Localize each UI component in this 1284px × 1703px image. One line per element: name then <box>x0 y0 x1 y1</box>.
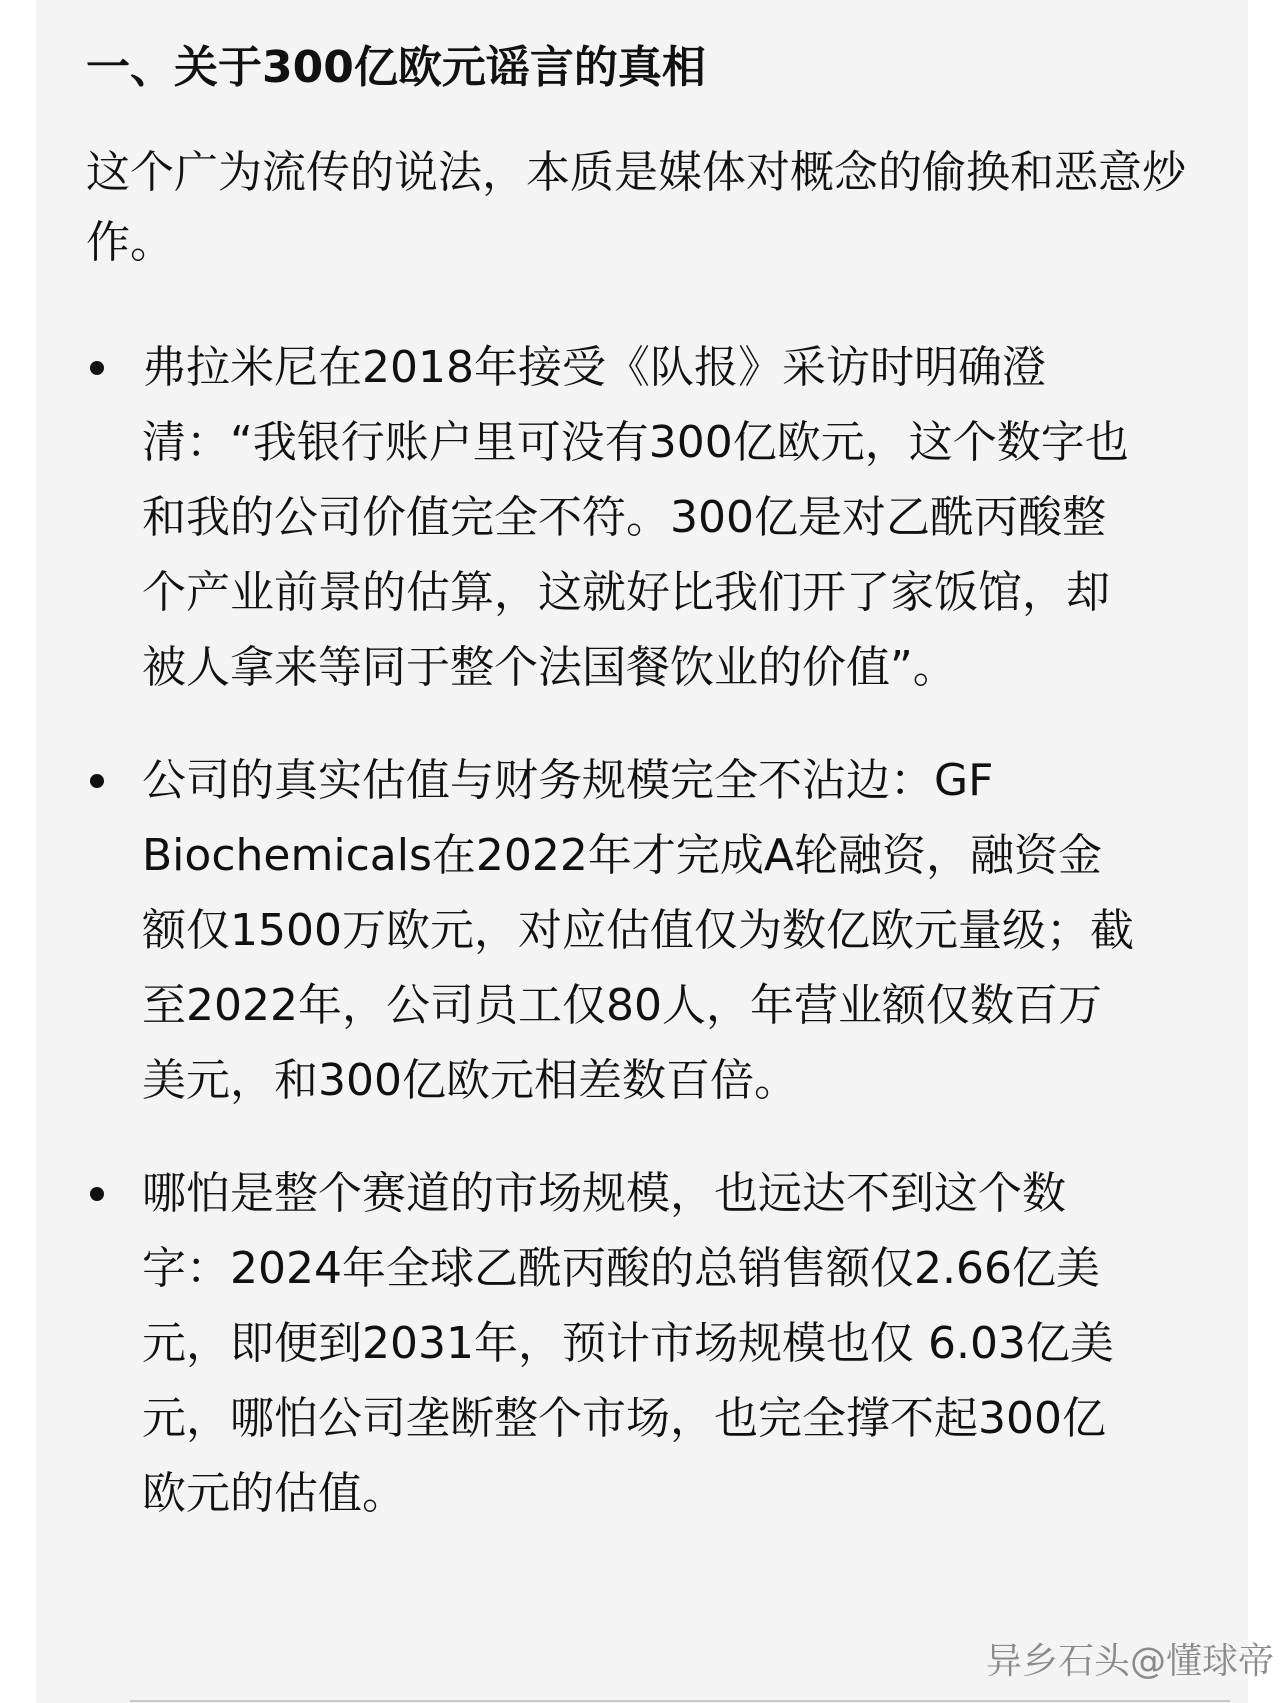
list-item-text: 公司的真实估值与财务规模完全不沾边：GF Biochemicals在2022年才完成A轮融资，融资金额仅1500万欧元，对应估值仅为数亿欧元量级；截至2022年，公司员工仅80人，年营业额仅数百万美元，和300亿欧元相差数百倍。 <box>142 755 1134 1106</box>
divider <box>130 1700 1230 1702</box>
section-heading: 一、关于300亿欧元谣言的真相 <box>86 42 706 93</box>
bullet-list <box>86 330 1206 1531</box>
list-item-text: 弗拉米尼在2018年接受《队报》采访时明确澄清：“我银行账户里可没有300亿欧元，这个数字也和我的公司价值完全不符。300亿是对乙酰丙酸整个产业前景的估算，这就好比我们开了家饭馆，却被人拿来等同于整个法国餐饮业的价值”。 <box>142 342 1129 693</box>
bullet-dot-icon <box>90 361 104 375</box>
watermark: 异乡石头@懂球帝 <box>985 1641 1274 1682</box>
list-item-text: 哪怕是整个赛道的市场规模，也远达不到这个数字：2024年全球乙酰丙酸的总销售额仅2.66亿美元，即便到2031年，预计市场规模也仅 6.03亿美元，哪怕公司垄断整个市场，也完全撑不起300亿欧元的估值。 <box>142 1168 1114 1519</box>
intro-paragraph: 这个广为流传的说法，本质是媒体对概念的偷换和恶意炒作。 <box>86 147 1186 268</box>
list-item <box>86 330 1142 705</box>
bullet-dot-icon <box>90 1187 104 1201</box>
list-item <box>86 1156 1142 1531</box>
bullet-dot-icon <box>90 774 104 788</box>
list-item <box>86 743 1142 1118</box>
article-content <box>86 38 1206 1569</box>
